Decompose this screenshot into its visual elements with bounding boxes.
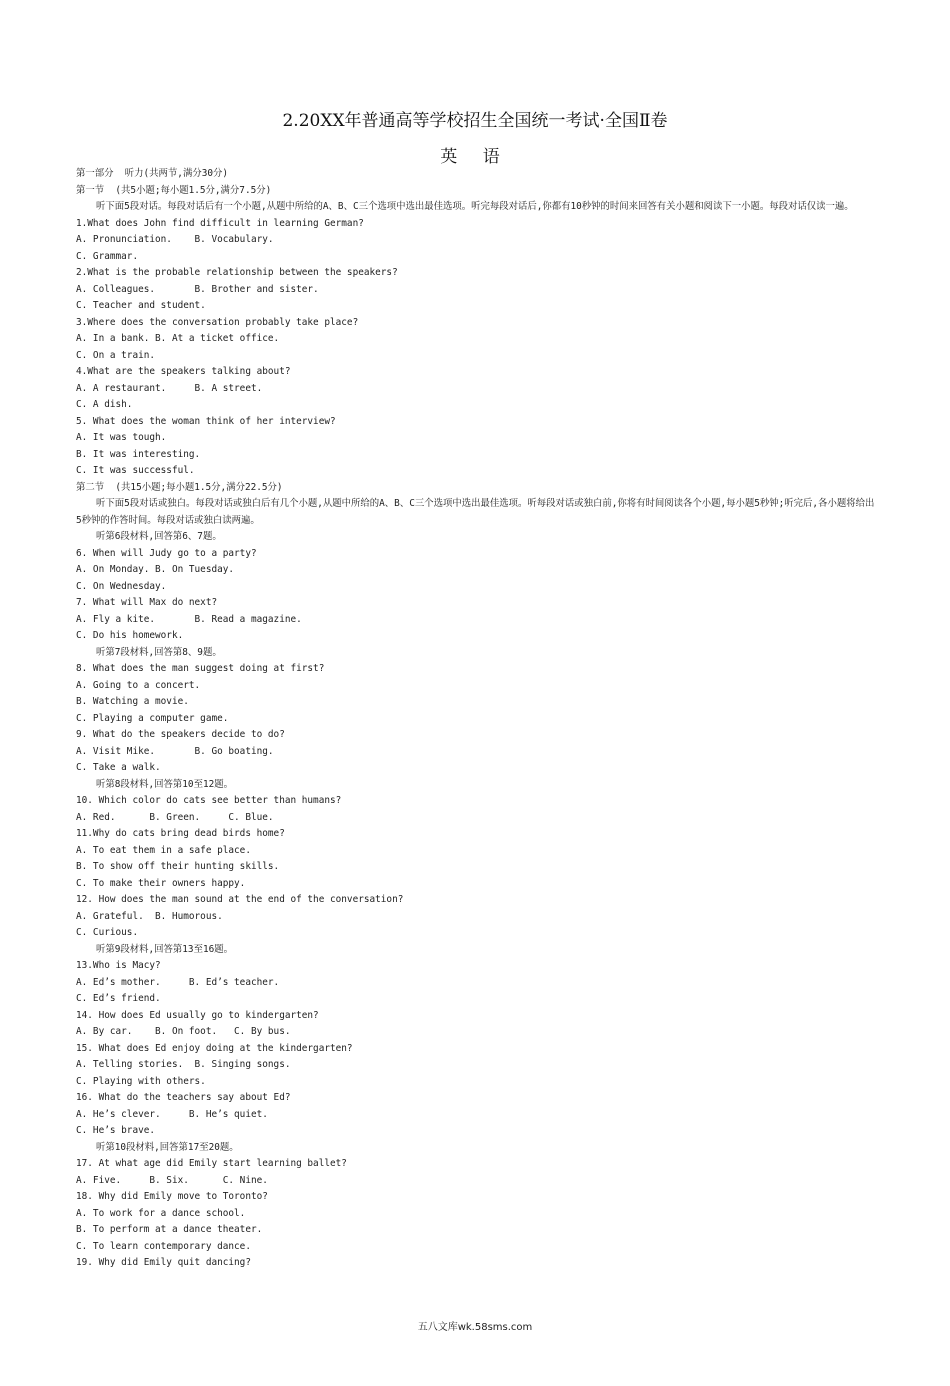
question-line: 15. What does Ed enjoy doing at the kindergarten? bbox=[76, 1042, 353, 1054]
option-line: C. To make their owners happy. bbox=[76, 877, 246, 889]
option-line: A. Going to a concert. bbox=[76, 679, 201, 691]
question-line: 2.What is the probable relationship between the speakers? bbox=[76, 267, 398, 278]
instructions-paragraph: 听下面5段对话。每段对话后有一个小题,从题中所给的A、B、C三个选项中选出最佳选项。听完每段对话后,你都有10秒钟的时间来回答有关小题和阅读下一小题。每段对话仅读一遍。 bbox=[96, 201, 854, 212]
question-line: 19. Why did Emily quit dancing? bbox=[76, 1257, 251, 1268]
question-line: 13.Who is Macy? bbox=[76, 960, 161, 971]
question-line: 16. What do the teachers say about Ed? bbox=[76, 1092, 291, 1103]
option-line: A. He’s clever. B. He’s quiet. bbox=[76, 1108, 268, 1120]
question-line: 3.Where does the conversation probably take place? bbox=[76, 316, 359, 328]
option-line: C. Teacher and student. bbox=[76, 300, 206, 311]
option-line: A. By car. B. On foot. C. By bus. bbox=[76, 1026, 291, 1037]
subsection-heading: 第一节 (共5小题;每小题1.5分,满分7.5分) bbox=[76, 184, 272, 196]
material-heading: 听第7段材料,回答第8、9题。 bbox=[96, 646, 222, 658]
material-heading: 听第9段材料,回答第13至16题。 bbox=[96, 943, 233, 955]
option-line: C. He’s brave. bbox=[76, 1125, 156, 1136]
question-line: 14. How does Ed usually go to kindergarten? bbox=[76, 1009, 319, 1021]
option-line: C. A dish. bbox=[76, 399, 133, 410]
material-heading: 听第6段材料,回答第6、7题。 bbox=[96, 531, 222, 542]
option-line: C. Grammar. bbox=[76, 250, 139, 262]
question-line: 17. At what age did Emily start learning ballet? bbox=[76, 1158, 347, 1169]
option-line: C. Do his homework. bbox=[76, 630, 184, 641]
option-line: A. Five. B. Six. C. Nine. bbox=[76, 1174, 268, 1186]
section-heading: 第一部分 听力(共两节,满分30分) bbox=[76, 168, 229, 179]
page-subtitle: 英 语 bbox=[440, 147, 510, 167]
question-line: 10. Which color do cats see better than humans? bbox=[76, 795, 342, 806]
option-line: C. Playing with others. bbox=[76, 1075, 206, 1087]
option-line: A. Ed’s mother. B. Ed’s teacher. bbox=[76, 976, 280, 988]
option-line: C. On Wednesday. bbox=[76, 580, 167, 592]
option-line: B. To show off their hunting skills. bbox=[76, 861, 280, 872]
question-line: 8. What does the man suggest doing at first? bbox=[76, 663, 325, 674]
option-line: C. Take a walk. bbox=[76, 762, 161, 773]
option-line: A. A restaurant. B. A street. bbox=[76, 382, 263, 394]
option-line: A. In a bank. B. At a ticket office. bbox=[76, 333, 280, 344]
question-line: 18. Why did Emily move to Toronto? bbox=[76, 1191, 268, 1202]
option-line: C. It was successful. bbox=[76, 465, 195, 476]
option-line: B. Watching a movie. bbox=[76, 696, 189, 707]
page-title: 2.20XX年普通高等学校招生全国统一考试·全国Ⅱ卷 bbox=[282, 111, 668, 131]
option-line: C. Ed’s friend. bbox=[76, 993, 161, 1004]
option-line: B. It was interesting. bbox=[76, 448, 201, 460]
option-line: A. Pronunciation. B. Vocabulary. bbox=[76, 234, 274, 245]
option-line: C. To learn contemporary dance. bbox=[76, 1240, 251, 1252]
question-line: 6. When will Judy go to a party? bbox=[76, 547, 257, 559]
document-body bbox=[76, 166, 876, 1272]
question-line: 12. How does the man sound at the end of the conversation? bbox=[76, 894, 404, 905]
question-line: 1.What does John find difficult in learning German? bbox=[76, 217, 364, 229]
option-line: A. To eat them in a safe place. bbox=[76, 844, 251, 856]
option-line: A. It was tough. bbox=[76, 432, 167, 443]
question-line: 7. What will Max do next? bbox=[76, 597, 218, 608]
option-line: A. Grateful. B. Humorous. bbox=[76, 910, 223, 922]
option-line: A. Red. B. Green. C. Blue. bbox=[76, 811, 274, 823]
option-line: A. Visit Mike. B. Go boating. bbox=[76, 745, 274, 757]
question-line: 11.Why do cats bring dead birds home? bbox=[76, 828, 285, 839]
option-line: A. Fly a kite. B. Read a magazine. bbox=[76, 613, 302, 625]
question-line: 5. What does the woman think of her interview? bbox=[76, 415, 336, 427]
option-line: A. Telling stories. B. Singing songs. bbox=[76, 1059, 291, 1070]
subsection-heading: 第二节 (共15小题;每小题1.5分,满分22.5分) bbox=[76, 481, 283, 493]
material-heading: 听第8段材料,回答第10至12题。 bbox=[96, 778, 233, 790]
option-line: C. Curious. bbox=[76, 927, 139, 938]
instructions-paragraph: 听下面5段对话或独白。每段对话或独白后有几个小题,从题中所给的A、B、C三个选项中选出最佳选项。听每段对话或独白前,你将有时间阅读各个小题,每小题5秒钟;听完后,各小题将给出5秒钟的作答时间。每段对话或独白读两遍。 bbox=[76, 498, 875, 526]
option-line: C. Playing a computer game. bbox=[76, 712, 229, 724]
option-line: A. Colleagues. B. Brother and sister. bbox=[76, 283, 319, 295]
question-line: 4.What are the speakers talking about? bbox=[76, 366, 291, 377]
option-line: C. On a train. bbox=[76, 349, 156, 361]
option-line: A. To work for a dance school. bbox=[76, 1207, 246, 1219]
question-line: 9. What do the speakers decide to do? bbox=[76, 729, 285, 740]
page-footer: 五八文库wk.58sms.com bbox=[417, 1322, 533, 1333]
material-heading: 听第10段材料,回答第17至20题。 bbox=[96, 1141, 239, 1153]
option-line: A. On Monday. B. On Tuesday. bbox=[76, 564, 235, 575]
option-line: B. To perform at a dance theater. bbox=[76, 1224, 263, 1235]
